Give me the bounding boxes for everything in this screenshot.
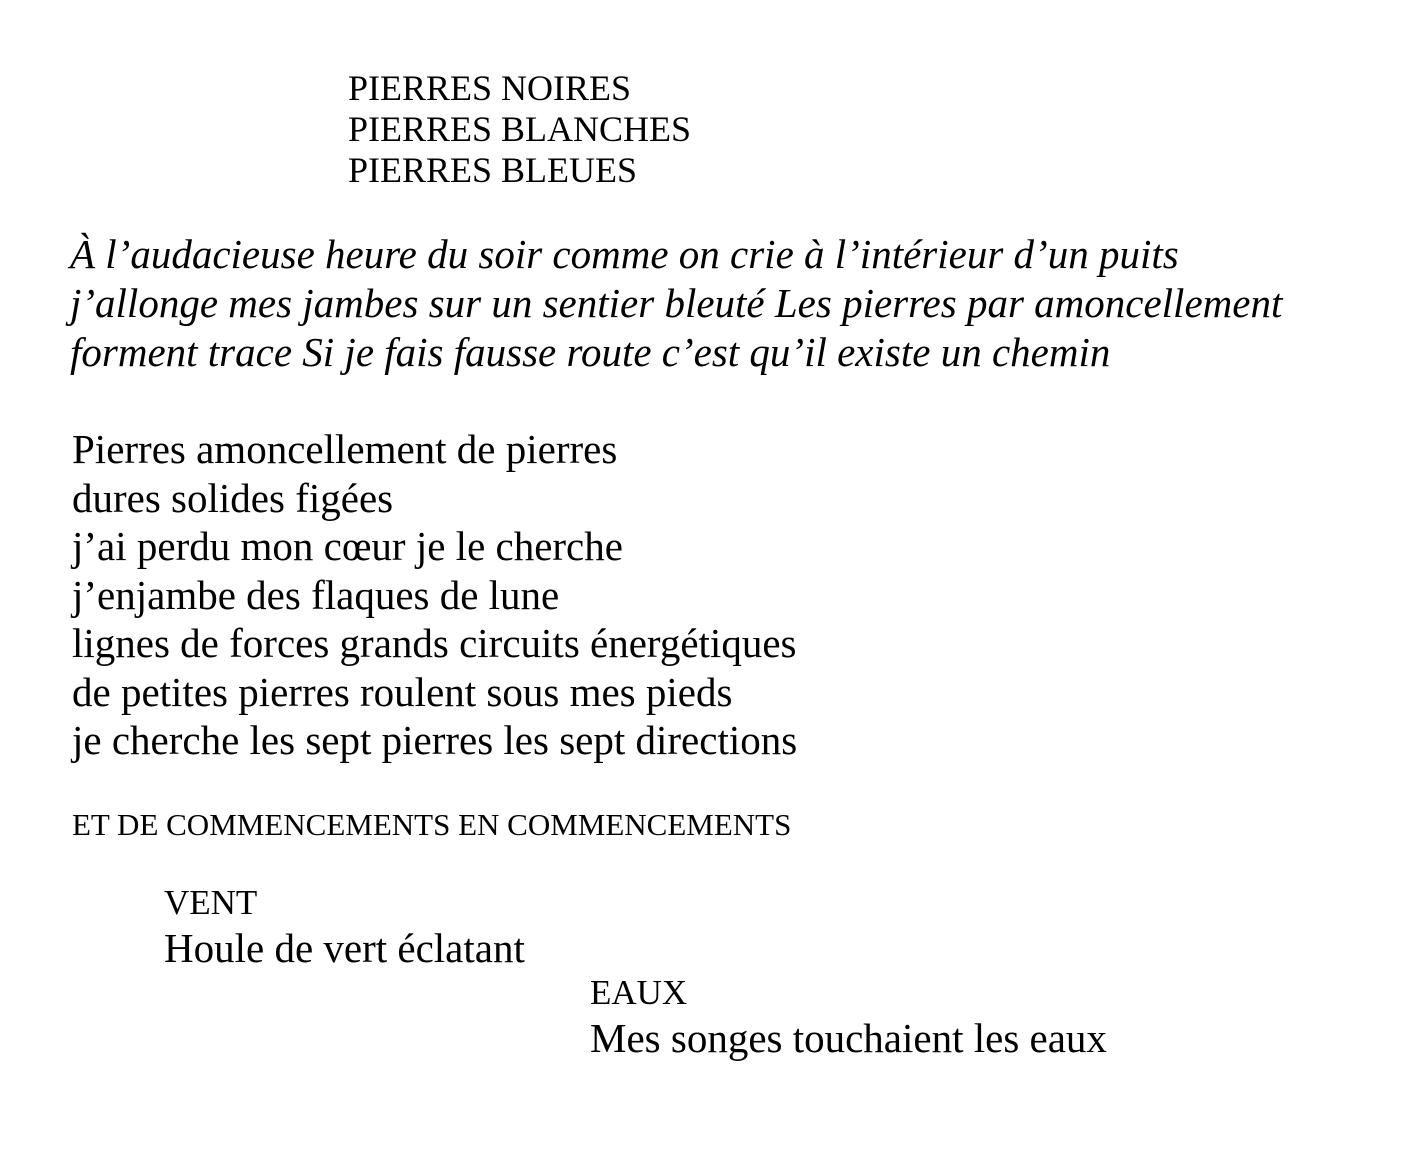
eaux-text: Mes songes touchaient les eaux	[590, 1015, 1107, 1061]
verse-line: j’ai perdu mon cœur je le cherche	[72, 523, 623, 569]
vent-label: VENT	[164, 883, 258, 922]
verse-line: j’enjambe des flaques de lune	[72, 571, 560, 618]
heading-text: ET DE COMMENCEMENTS EN COMMENCEMENTS	[72, 807, 792, 842]
eaux-section	[590, 972, 1107, 1062]
verse-stanza	[72, 425, 797, 765]
title-block	[348, 68, 691, 191]
verse-line: dures solides figées	[72, 474, 394, 521]
italic-line: forment trace Si je fais fausse route c’est qu’il existe un chemin	[70, 329, 1111, 375]
verse-line: lignes de forces grands circuits énergétiques	[72, 620, 797, 666]
italic-line: À l’audacieuse heure du soir comme on crie à l’intérieur d’un puits	[70, 231, 1179, 277]
vent-section	[164, 882, 525, 972]
italic-stanza	[70, 230, 1282, 377]
eaux-label: EAUX	[590, 973, 688, 1012]
title-line: PIERRES BLEUES	[348, 150, 638, 190]
vent-text: Houle de vert éclatant	[164, 925, 525, 971]
commencements-heading	[72, 806, 791, 844]
verse-line: Pierres amoncellement de pierres	[72, 426, 618, 472]
title-line: PIERRES NOIRES	[348, 68, 632, 108]
italic-line: j’allonge mes jambes sur un sentier bleuté Les pierres par amoncellement	[70, 280, 1283, 326]
title-line: PIERRES BLANCHES	[348, 109, 692, 149]
verse-line: de petites pierres roulent sous mes pieds	[72, 668, 733, 715]
verse-line: je cherche les sept pierres les sept directions	[72, 717, 798, 763]
